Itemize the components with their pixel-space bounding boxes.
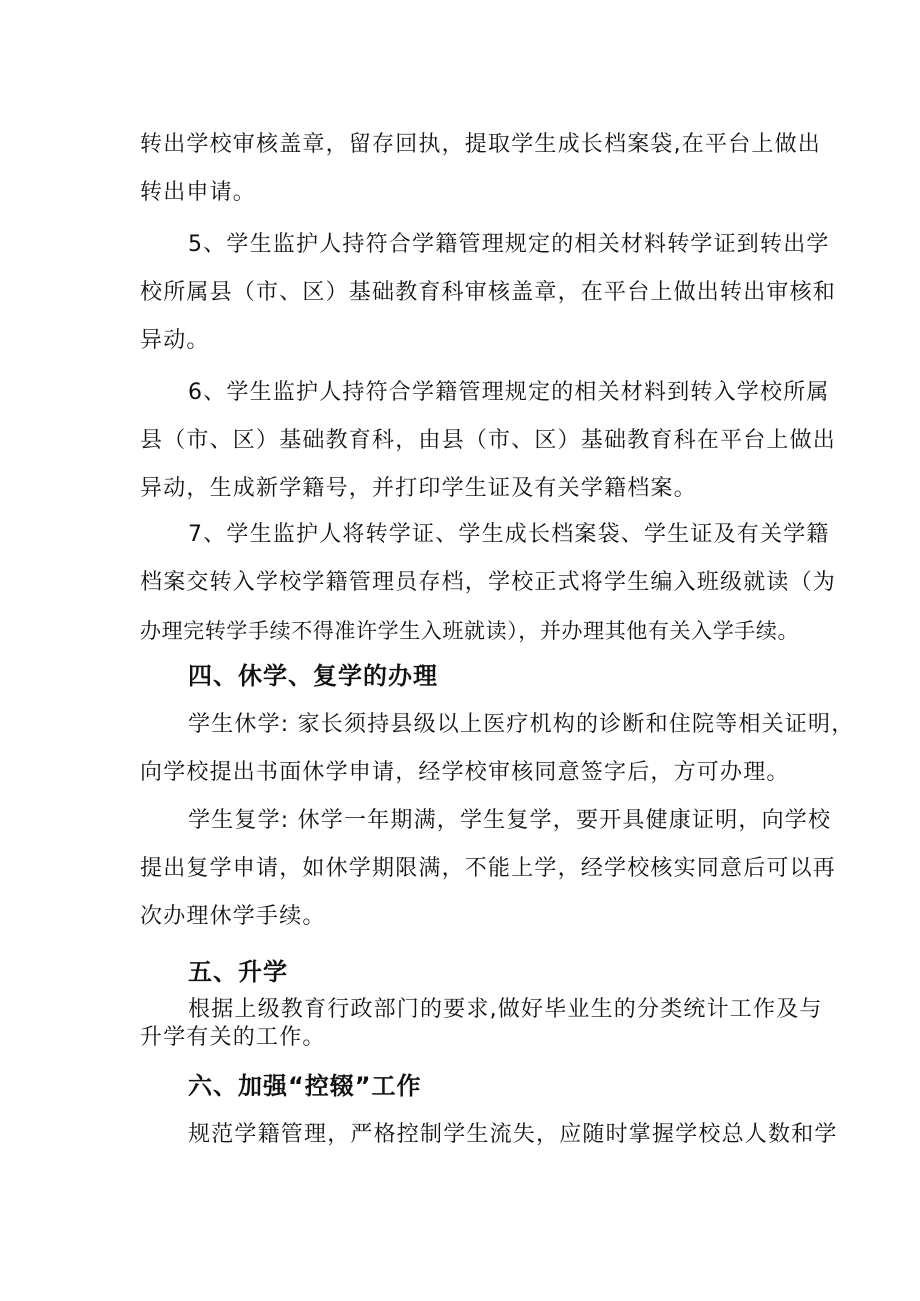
paragraph-line: 转出学校审核盖章，留存回执，提取学生成长档案袋,在平台上做出 [140, 132, 821, 157]
paragraph-line: 向学校提出书面休学申请，经学校审核同意签字后，方可办理。 [140, 760, 790, 785]
paragraph-line: 7、学生监护人将转学证、学生成长档案袋、学生证及有关学籍 [188, 522, 830, 547]
section-heading: 四、休学、复学的办理 [188, 662, 438, 690]
paragraph-line: 异动。 [140, 328, 210, 353]
paragraph-line: 提出复学申请，如休学期限满，不能上学，经学校核实同意后可以再 [140, 856, 837, 881]
paragraph-line: 档案交转入学校学籍管理员存档，学校正式将学生编入班级就读（为 [140, 570, 837, 595]
paragraph-line: 学生休学: 家长须持县级以上医疗机构的诊断和住院等相关证明， [188, 712, 855, 737]
paragraph-line: 5、学生监护人持符合学籍管理规定的相关材料转学证到转出学 [188, 232, 830, 257]
paragraph-line: 办理完转学手续不得准许学生入班就读），并办理其他有关入学手续。 [140, 619, 800, 643]
paragraph-line: 校所属县（市、区）基础教育科审核盖章，在平台上做出转出审核和 [140, 280, 837, 305]
paragraph-line: 次办理休学手续。 [140, 904, 326, 929]
paragraph-line: 异动，生成新学籍号，并打印学生证及有关学籍档案。 [140, 476, 697, 501]
paragraph-line: 6、学生监护人持符合学籍管理规定的相关材料到转入学校所属 [188, 380, 830, 405]
paragraph-line: 根据上级教育行政部门的要求,做好毕业生的分类统计工作及与 [188, 997, 823, 1022]
paragraph-line: 升学有关的工作。 [140, 1025, 326, 1050]
paragraph-line: 转出申请。 [140, 180, 257, 205]
paragraph-line: 学生复学: 休学一年期满，学生复学，要开具健康证明，向学校 [188, 808, 832, 833]
paragraph-line: 县（市、区）基础教育科，由县（市、区）基础教育科在平台上做出 [140, 428, 837, 453]
section-heading: 五、升学 [188, 958, 288, 986]
paragraph-line: 规范学籍管理，严格控制学生流失，应随时掌握学校总人数和学 [188, 1122, 838, 1147]
section-heading: 六、加强“控辍”工作 [188, 1072, 422, 1100]
